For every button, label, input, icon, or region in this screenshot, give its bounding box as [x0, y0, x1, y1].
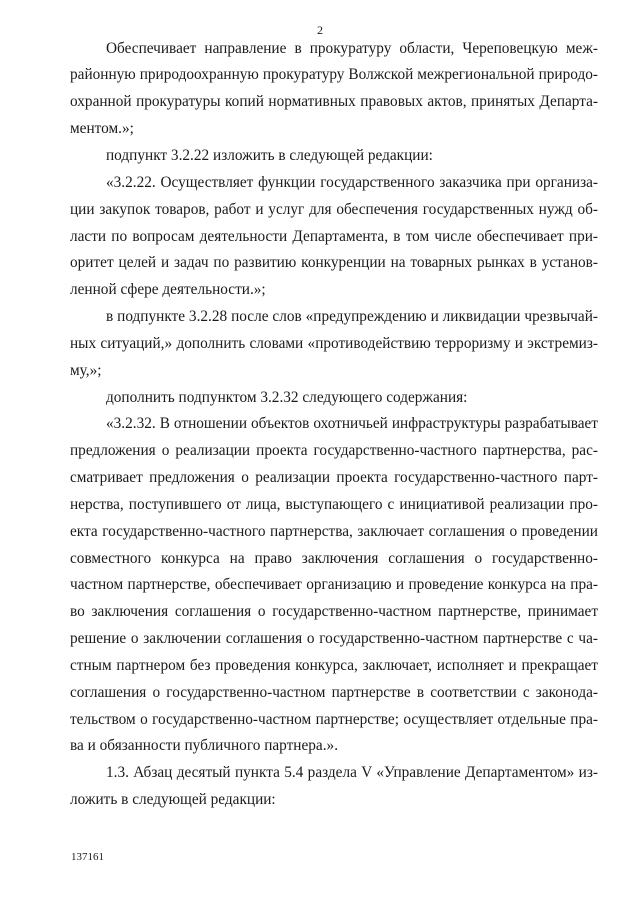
text-line: Обеспечивает направление в прокуратуру области, Череповецкую меж- [106, 40, 598, 57]
text-line: предложения о реализации проекта государственно-частного партнерства, рас- [70, 442, 598, 459]
text-line: ции закупок товаров, работ и услуг для обеспечения государственных нужд об- [70, 201, 598, 218]
text-line: тельством о государственно-частном партнерстве; осуществляет отдельные пра- [70, 711, 598, 728]
text-line: оритет целей и задач по развитию конкуренции на товарных рынках в установ- [70, 254, 598, 271]
text-line: соглашения о государственно-частном партнерстве в соответствии с законода- [70, 684, 598, 701]
text-line: ментом.»; [70, 120, 134, 137]
text-line: дополнить подпунктом 3.2.32 следующего содержания: [106, 389, 468, 406]
text-line: охранной прокуратуры копий нормативных правовых актов, принятых Департа- [70, 93, 598, 110]
document-code: 137161 [71, 851, 104, 863]
text-line: в подпункте 3.2.28 после слов «предупреждению и ликвидации чрезвычай- [106, 308, 598, 325]
text-line: ласти по вопросам деятельности Департамента, в том числе обеспечивает при- [70, 228, 598, 245]
text-line: ленной сфере деятельности.»; [70, 281, 266, 298]
text-line: екта государственно-частного партнерства, заключает соглашения о проведении [70, 523, 598, 540]
text-line: совместного конкурса на право заключения соглашения о государственно- [70, 550, 598, 567]
text-line: ложить в следующей редакции: [70, 791, 276, 808]
text-line: нерства, поступившего от лица, выступающего с инициативой реализации про- [70, 496, 598, 513]
text-line: районную природоохранную прокуратуру Волжской межрегиональной природо- [70, 66, 598, 83]
text-line: сматривает предложения о реализации проекта государственно-частного парт- [70, 469, 598, 486]
text-line: подпункт 3.2.22 изложить в следующей редакции: [106, 147, 433, 164]
text-line: во заключения соглашения о государственно-частном партнерстве, принимает [70, 603, 598, 620]
text-line: «3.2.32. В отношении объектов охотничьей инфраструктуры разрабатывает [106, 415, 598, 432]
text-line: стным партнером без проведения конкурса, заключает, исполняет и прекращает [70, 657, 598, 674]
text-line: му,»; [70, 362, 102, 379]
text-line: решение о заключении соглашения о государственно-частном партнерстве с ча- [70, 630, 598, 647]
text-line: 1.3. Абзац десятый пункта 5.4 раздела V «Управление Департаментом» из- [106, 764, 598, 781]
page-number: 2 [317, 23, 323, 37]
text-line: ва и обязанности публичного партнера.». [70, 737, 339, 754]
text-line: «3.2.22. Осуществляет функции государственного заказчика при организа- [106, 174, 598, 191]
text-line: ных ситуаций,» дополнить словами «противодействию терроризму и экстремиз- [70, 335, 598, 352]
text-line: частном партнерстве, обеспечивает организацию и проведение конкурса на пра- [70, 576, 598, 593]
